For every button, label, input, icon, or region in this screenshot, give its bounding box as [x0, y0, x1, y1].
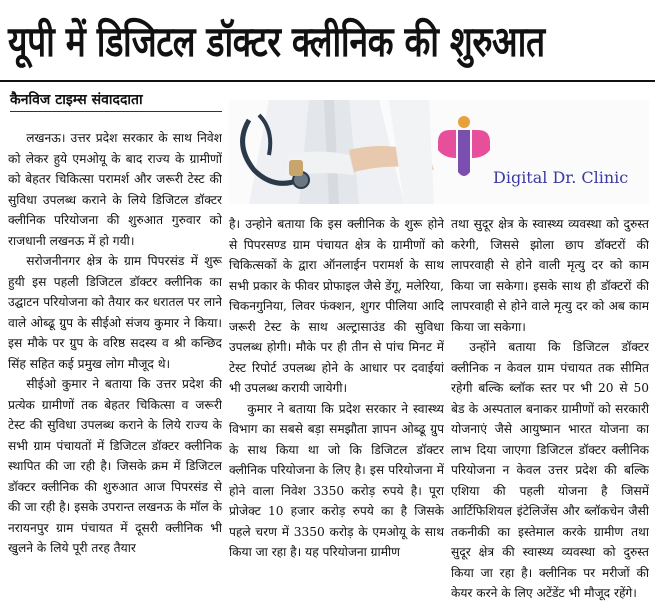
- clinic-logo-icon: [434, 114, 494, 184]
- byline-rule: [10, 111, 222, 112]
- paragraph: कुमार ने बताया कि प्रदेश सरकार ने स्वास्थ्य विभाग का सबसे बड़ा समझौता ज्ञापन ओब्ढू ग्रुप के साथ किया था जो कि डिजिटल डॉक्टर क्लीनिक परियोजना के लिए है। इस परियोजना में होने वाला निवेश 3350 करोड़ रुपये है। पूरा प्रोजेक्ट 10 हजार करोड़ रुपये का है जिसके पहले चरण में 3350 करोड़ के एमओयू के साथ किया जा रहा है। यह परियोजना ग्रामीण: [229, 401, 444, 559]
- paragraph: सरोजनीनगर क्षेत्र के ग्राम पिपरसंड में शुरू हुयी इस पहली डिजिटल डॉक्टर क्लीनिक का उद्घाटन परियोजना को तैयार कर धरातल पर लाने वाले ओब्ढू ग्रुप के सीईओ संजय कुमार ने किया। इस मौके पर ग्रुप के वरिष्ठ सदस्य व श्री कन्छिद सिंह सहित कई प्रमुख लोग मौजूद थे।: [8, 254, 222, 371]
- paragraph: लखनऊ। उत्तर प्रदेश सरकार के साथ निवेश को लेकर हुये एमओयू के बाद राज्य के ग्रामीणों को बेहतर चिकित्सा परामर्श और जरूरी टेस्ट की सुविधा उपलब्ध कराने के लिये डिजिटल डॉक्टर क्लीनिक परियोजना की शुरुआत गुरुवार को राजधानी लखनऊ में हो गयी।: [8, 131, 222, 248]
- clinic-logo-text: Digital Dr. Clinic: [493, 168, 629, 187]
- article-column-2: [229, 214, 444, 608]
- paragraph: तथा सुदूर क्षेत्र के स्वास्थ्य व्यवस्था को दुरुस्त करेगी, जिससे झोला छाप डॉक्टरों की लापरवाही से होने वाली मृत्यु दर को काम किया जा सकेगा। इसके साथ ही डॉक्टरों की लापरवाही से होने वाले मृत्यु दर को अब काम किया जा सकेगा।: [451, 217, 649, 334]
- headline: यूपी में डिजिटल डॉक्टर क्लीनिक की शुरुआत: [8, 17, 545, 66]
- paragraph: है। उन्होने बताया कि इस क्लीनिक के शुरू होने से पिपरसण्ड ग्राम पंचायत क्षेत्र के ग्रामीणों को चिकित्सकों के द्वारा ऑनलाईन परामर्श के साथ सभी प्रकार के फीवर प्रोफाइल जैसे डेंगू, मलेरिया, चिकनगुनिया, लिवर फंक्शन, शुगर पीलिया आदि जरूरी टेस्ट के साथ अल्ट्रासाउंड की सुविधा उपलब्ध होगी। मौके पर ही तीन से पांच मिनट में टेस्ट रिपोर्ट उपलब्ध होने के आधार पर दवाईयां भी उपलब्ध करायी जायेगी।: [229, 217, 444, 395]
- article-column-3: [451, 214, 649, 608]
- byline: कैनविज टाइम्स संवाददाता: [10, 92, 143, 108]
- paragraph: सीईओ कुमार ने बताया कि उत्तर प्रदेश की प्रत्येक ग्रामीणों तक बेहतर चिकित्सा व जरूरी टेस्ट की सुविधा उपलब्ध कराने के लिये राज्य के सभी ग्राम पंचायतों में डिजिटल डॉक्टर क्लीनिक स्थापित की जा रही है। जिसके क्रम में डिजिटल डॉक्टर क्लीनिक की शुरुआत आज पिपरसंड से की जा रही है। इसके उपरान्त लखनऊ के मॉल के नरायनपुर ग्राम पंचायत में दूसरी क्लीनिक भी खुलने के लिये पूरी तरह तैयार: [8, 377, 222, 555]
- paragraph: उन्होंने बताया कि डिजिटल डॉक्टर क्लीनिक न केवल ग्राम पंचायत तक सीमित रहेगी बल्कि ब्लॉक स्तर पर भी 20 से 50 बेड के अस्पताल बनाकर ग्रामीणों को सरकारी योजनाएं जैसे आयुष्मान भारत योजना का लाभ दिया जाएगा डिजिटल डॉक्टर क्लीनिक परियोजना न केवल उत्तर प्रदेश की बल्कि एशिया की पहली योजना है जिसमें आर्टिफिशियल इंटेलिजेंस और ब्लॉकचेन जैसी तकनीकी का इस्तेमाल करके ग्रामीण तथा सुदूर क्षेत्र की स्वास्थ्य व्यवस्था को दुरुस्त किया जा रहा है। क्लीनिक पर मरीजों की केयर करने के लिए अटेंडेंट भी मौजूद रहेंगे।: [451, 340, 649, 600]
- headline-rule: [0, 80, 655, 82]
- article-column-1: [8, 128, 222, 608]
